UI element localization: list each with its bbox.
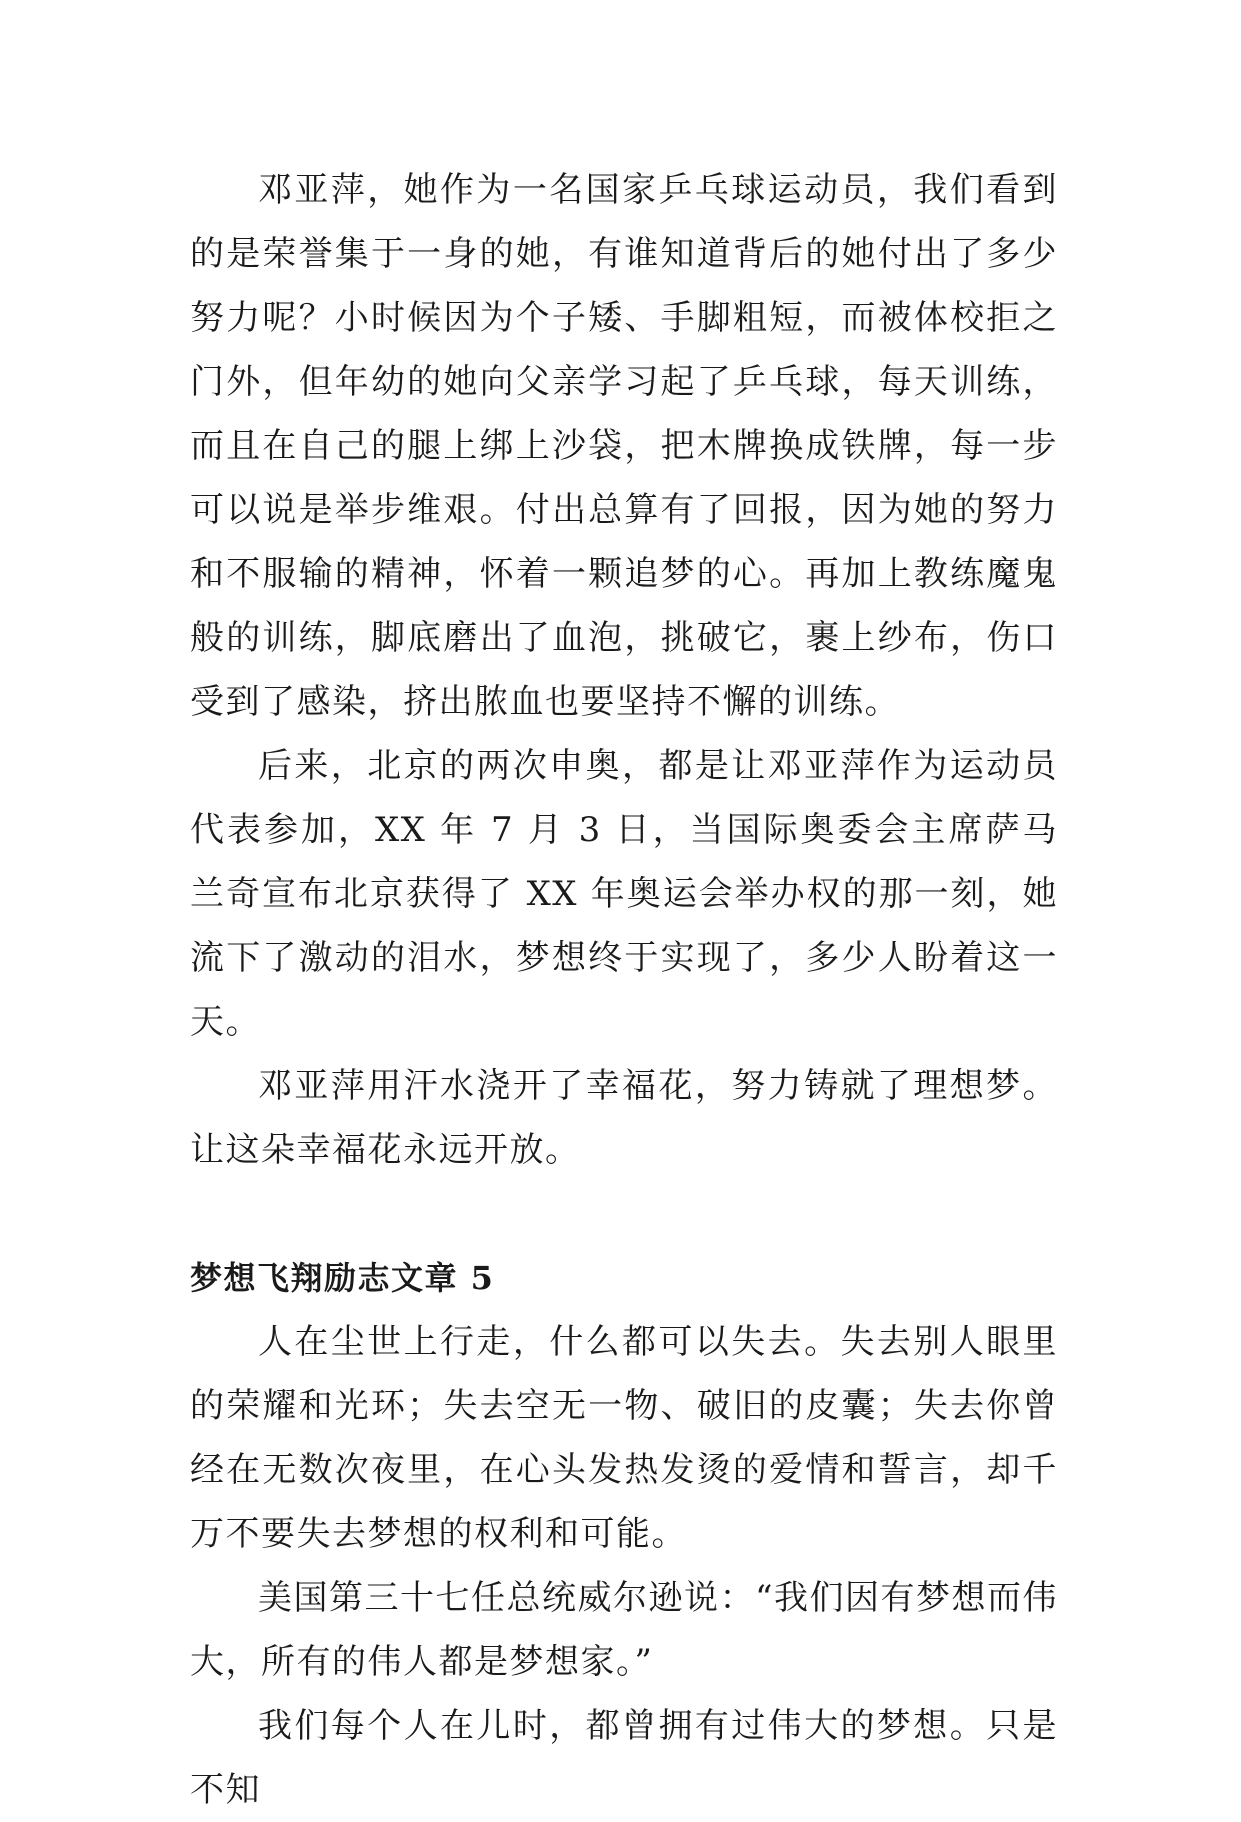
paragraph-never-lose-dream: 人在尘世上行走，什么都可以失去。失去别人眼里的荣耀和光环；失去空无一物、破旧的皮囊；失去你曾经在无数次夜里，在心头发热发烫的爱情和誓言，却千万不要失去梦想的权利和可能。	[190, 1322, 1058, 1554]
paragraph-deng-yaping-training: 邓亚萍，她作为一名国家乒乓球运动员，我们看到的是荣誉集于一身的她，有谁知道背后的她付出了多少努力呢？小时候因为个子矮、手脚粗短，而被体校拒之门外，但年幼的她向父亲学习起了乒乓球，每天训练，而且在自己的腿上绑上沙袋，把木牌换成铁牌，每一步可以说是举步维艰。付出总算有了回报，因为她的努力和不服输的精神，怀着一颗追梦的心。再加上教练魔鬼般的训练，脚底磨出了血泡，挑破它，裹上纱布，伤口受到了感染，挤出脓血也要坚持不懈的训练。	[190, 170, 1058, 722]
document-body	[190, 158, 1058, 1822]
section-heading: 梦想飞翔励志文章 5	[190, 1259, 495, 1297]
paragraph-beijing-olympic-bid: 后来，北京的两次申奥，都是让邓亚萍作为运动员代表参加，XX 年 7 月 3 日，当国际奥委会主席萨马兰奇宣布北京获得了 XX 年奥运会举办权的那一刻，她流下了激动的泪水，梦想终于实现了，多少人盼着这一天。	[190, 746, 1058, 1042]
paragraph-childhood-dreams: 我们每个人在儿时，都曾拥有过伟大的梦想。只是不知	[190, 1706, 1058, 1810]
paragraph-happiness-flower: 邓亚萍用汗水浇开了幸福花，努力铸就了理想梦。让这朵幸福花永远开放。	[190, 1066, 1058, 1170]
paragraph-wilson-quote: 美国第三十七任总统威尔逊说：“我们因有梦想而伟大，所有的伟人都是梦想家。”	[190, 1578, 1058, 1682]
